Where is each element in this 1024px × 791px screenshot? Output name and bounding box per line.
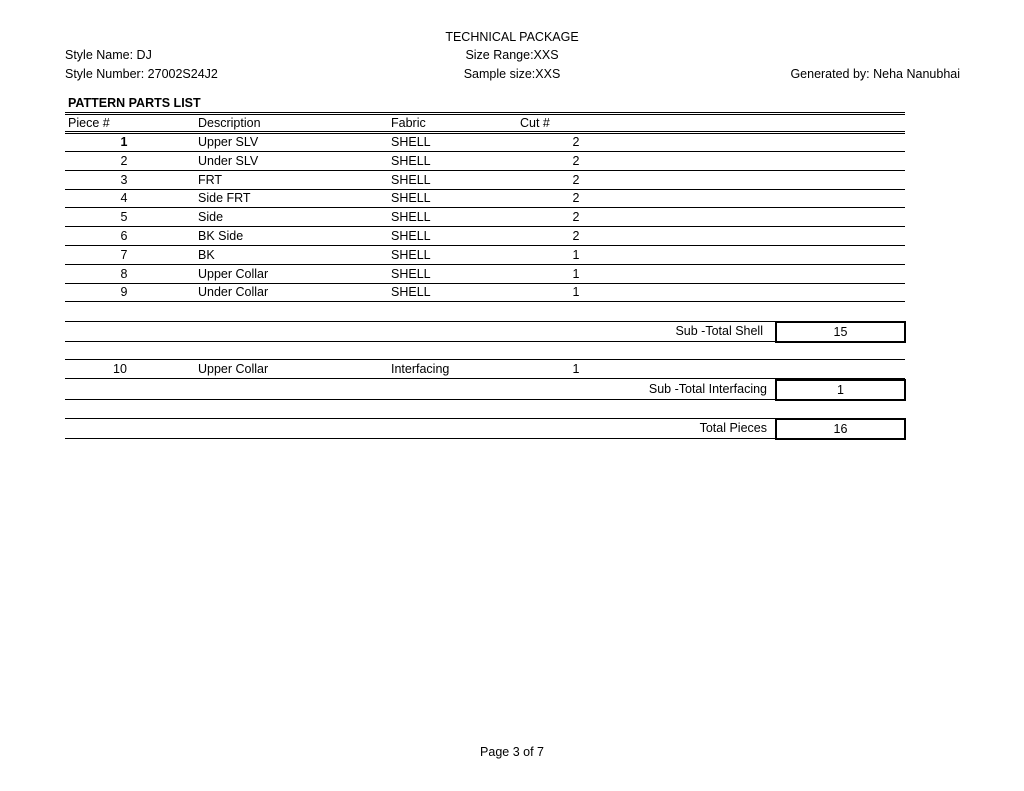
section-title: PATTERN PARTS LIST <box>68 96 201 110</box>
piece-number: 1 <box>120 135 128 149</box>
piece-description: FRT <box>198 173 223 187</box>
row-rule <box>65 283 905 284</box>
sample-size: Sample size:XXS <box>463 67 561 81</box>
row-rule <box>65 207 905 208</box>
col-header-cut: Cut # <box>520 116 550 130</box>
page-number: Page 3 of 7 <box>480 745 544 759</box>
piece-fabric: SHELL <box>391 173 431 187</box>
subtotal-shell-value: 15 <box>775 321 906 343</box>
total-rule-bottom <box>65 438 905 439</box>
piece-fabric: SHELL <box>391 154 431 168</box>
piece-cut: 2 <box>572 229 580 243</box>
piece-number: 8 <box>120 267 128 281</box>
subtotal-interfacing-value: 1 <box>775 379 906 401</box>
piece-fabric: Interfacing <box>391 362 450 376</box>
piece-number: 6 <box>120 229 128 243</box>
section-rule-top <box>65 112 905 113</box>
row-rule <box>65 170 905 171</box>
piece-number: 2 <box>120 154 128 168</box>
piece-cut: 1 <box>572 285 580 299</box>
piece-number: 7 <box>120 248 128 262</box>
piece-fabric: SHELL <box>391 229 431 243</box>
style-name: Style Name: DJ <box>65 48 152 62</box>
piece-cut: 1 <box>572 267 580 281</box>
header-rule-2 <box>65 133 905 134</box>
size-range: Size Range:XXS <box>465 48 559 62</box>
piece-cut: 2 <box>572 135 580 149</box>
total-pieces-label: Total Pieces <box>699 421 767 435</box>
piece-number: 5 <box>120 210 128 224</box>
subtotal-interfacing-label: Sub -Total Interfacing <box>648 382 767 396</box>
subtotal-shell-label: Sub -Total Shell <box>675 324 763 338</box>
piece-number: 9 <box>120 285 128 299</box>
row-rule <box>65 264 905 265</box>
piece-description: Side FRT <box>198 191 251 205</box>
interfacing-rule-top <box>65 359 905 360</box>
piece-cut: 2 <box>572 210 580 224</box>
piece-number: 3 <box>120 173 128 187</box>
piece-cut: 2 <box>572 191 580 205</box>
subtotal-interfacing-rule-bottom <box>65 399 905 400</box>
piece-cut: 1 <box>572 362 580 376</box>
piece-description: Under Collar <box>198 285 269 299</box>
row-rule <box>65 151 905 152</box>
piece-description: Side <box>198 210 224 224</box>
piece-fabric: SHELL <box>391 210 431 224</box>
piece-number: 4 <box>120 191 128 205</box>
col-header-fabric: Fabric <box>391 116 426 130</box>
piece-fabric: SHELL <box>391 267 431 281</box>
row-rule <box>65 226 905 227</box>
piece-number: 10 <box>113 362 127 376</box>
piece-description: Upper Collar <box>198 362 269 376</box>
total-pieces-value: 16 <box>775 418 906 440</box>
piece-cut: 2 <box>572 154 580 168</box>
generated-by: Generated by: Neha Nanubhai <box>790 67 960 81</box>
piece-cut: 2 <box>572 173 580 187</box>
style-number: Style Number: 27002S24J2 <box>65 67 218 81</box>
piece-description: Upper SLV <box>198 135 259 149</box>
piece-cut: 1 <box>572 248 580 262</box>
piece-fabric: SHELL <box>391 135 431 149</box>
document-title: TECHNICAL PACKAGE <box>445 30 579 44</box>
row-rule <box>65 301 905 302</box>
subtotal-shell-rule-bottom <box>65 341 905 342</box>
piece-fabric: SHELL <box>391 285 431 299</box>
piece-description: BK Side <box>198 229 244 243</box>
col-header-piece: Piece # <box>68 116 110 130</box>
piece-fabric: SHELL <box>391 191 431 205</box>
piece-description: BK <box>198 248 215 262</box>
piece-description: Under SLV <box>198 154 259 168</box>
header-rule-1 <box>65 131 905 132</box>
col-header-description: Description <box>198 116 261 130</box>
piece-description: Upper Collar <box>198 267 269 281</box>
row-rule <box>65 189 905 190</box>
row-rule <box>65 245 905 246</box>
section-rule-bottom <box>65 114 905 115</box>
piece-fabric: SHELL <box>391 248 431 262</box>
